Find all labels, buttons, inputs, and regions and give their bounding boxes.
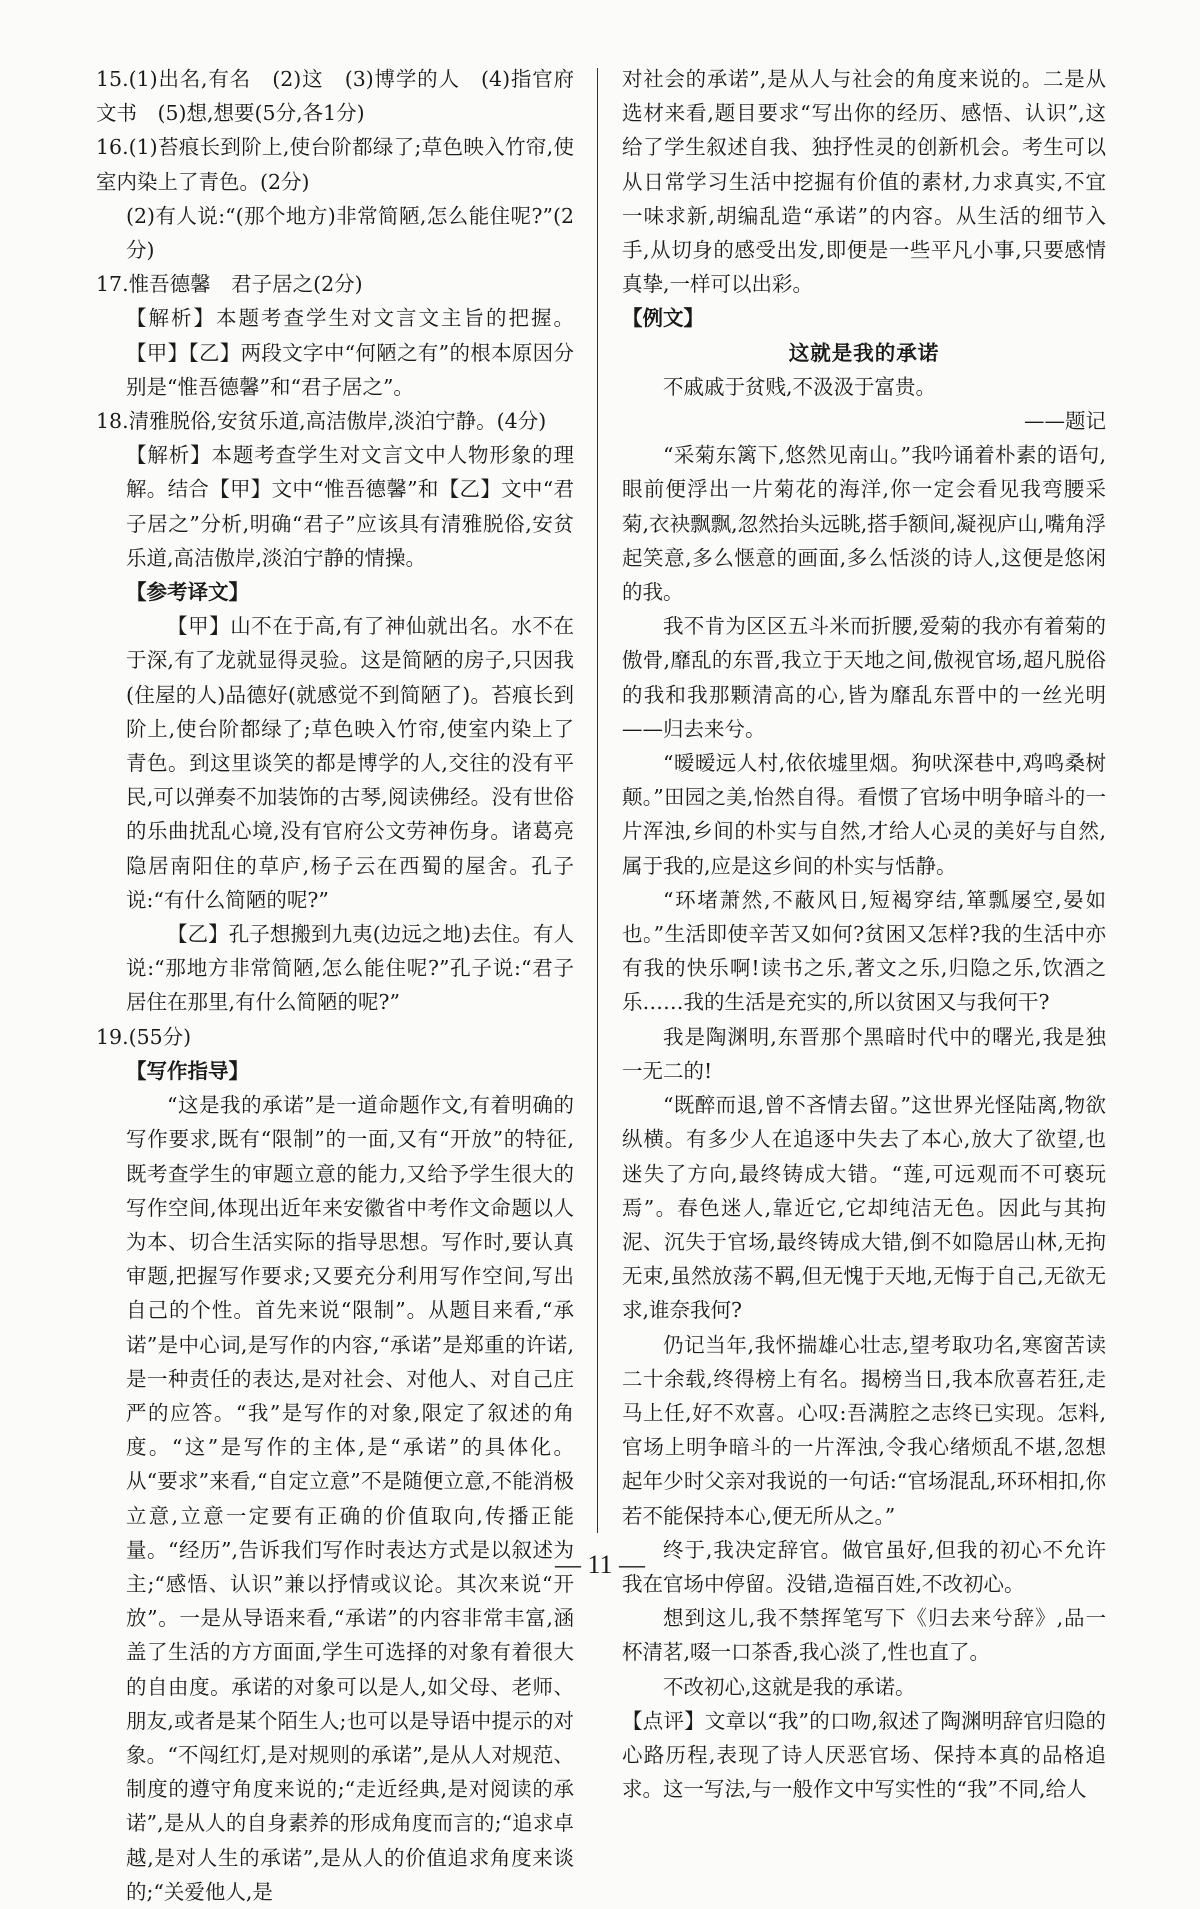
essay-paragraph: 终于,我决定辞官。做官虽好,但我的初心不允许我在官场中停留。没错,造福百姓,不改初心。 — [622, 1537, 1106, 1596]
translation-jia: 【甲】山不在于高,有了神仙就出名。水不在于深,有了龙就显得灵验。这是简陋的房子,只因我(住屋的人)品德好(就感觉不到简陋了)。苔痕长到阶上,使台阶都绿了;草色映入竹帘,使室内染上了青色。到这里谈笑的都是博学的人,交往的没有平民,可以弹奏不加装饰的古琴,阅读佛经。没有世俗的乐曲扰乱心境,没有官府公文劳神伤身。诸葛亮隐居南阳住的草庐,杨子云在西蜀的屋舍。孔子说:“有什么简陋的呢?” — [126, 614, 574, 912]
left-column — [96, 62, 574, 1909]
answer-16-part2: (2)有人说:“(那个地方)非常简陋,怎么能住呢?”(2分) — [126, 203, 574, 263]
answer-16-part1: 16.(1)苔痕长到阶上,使台阶都绿了;草色映入竹帘,使室内染上了青色。(2分) — [96, 135, 574, 194]
translation-yi: 【乙】孔子想搬到九夷(边远之地)去住。有人说:“那地方非常简陋,怎么能住呢?”孔子说:“君子居住在那里,有什么简陋的呢?” — [126, 922, 574, 1015]
essay-paragraph: “暧暧远人村,依依墟里烟。狗吠深巷中,鸡鸣桑树颠。”田园之美,怡然自得。看惯了官场中明争暗斗的一片浑浊,乡间的朴实与自然,才给人心灵的美好与自然,属于我的,应是这乡间的朴实与恬静。 — [622, 751, 1106, 878]
answer-17: 17.惟吾德馨 君子居之(2分) — [96, 272, 363, 297]
answer-15: 15.(1)出名,有名 (2)这 (3)博学的人 (4)指官府文书 (5)想,想要(5分,各1分) — [96, 67, 574, 126]
writing-guide-text: “这是我的承诺”是一道命题作文,有着明确的写作要求,既有“限制”的一面,又有“开放”的特征,既考查学生的审题立意的能力,又给予学生很大的写作空间,体现出近年来安徽省中考作文命题以人为本、切合生活实际的指导思想。写作时,要认真审题,把握写作要求;又要充分利用写作空间,写出自己的个性。首先来说“限制”。从题目来看,“承诺”是中心词,是写作的内容,“承诺”是郑重的许诺,是一种责任的表达,是对社会、对他人、对自己庄严的应答。“我”是写作的对象,限定了叙述的角度。“这”是写作的主体,是“承诺”的具体化。从“要求”来看,“自定立意”不是随便立意,不能消极立意,立意一定要有正确的价值取向,传播正能量。“经历”,告诉我们写作时表达方式是以叙述为主;“感悟、认识”兼以抒情或议论。其次来说“开放”。一是从导语来看,“承诺”的内容非常丰富,涵盖了生活的方方面面,学生可选择的对象有着很大的自由度。承诺的对象可以是人,如父母、老师、朋友,或者是某个陌生人;也可以是导语中提示的对象。“不闯红灯,是对规则的承诺”,是从人对规范、制度的遵守角度来说的;“走近经典,是对阅读的承诺”,是从人的自身素养的形成角度而言的;“追求卓越,是对人生的承诺”,是从人的价值追求角度来谈的;“关爱他人,是 — [126, 1093, 574, 1904]
essay-paragraph: “环堵萧然,不蔽风日,短褐穿结,箪瓢屡空,晏如也。”生活即使辛苦又如何?贫困又怎样?我的生活中亦有我的快乐啊!读书之乐,著文之乐,归隐之乐,饮酒之乐……我的生活是充实的,所以贫困又与我何干? — [622, 887, 1106, 1015]
answer-18: 18.清雅脱俗,安贫乐道,高洁傲岸,淡泊宁静。(4分) — [96, 409, 547, 434]
essay-paragraph: 想到这儿,我不禁挥笔写下《归去来兮辞》,品一杯清茗,啜一口茶香,我心淡了,性也直了。 — [622, 1606, 1106, 1665]
essay-paragraph: 仍记当年,我怀揣雄心壮志,望考取功名,寒窗苦读二十余载,终得榜上有名。揭榜当日,我本欣喜若狂,走马上任,好不欢喜。心叹:吾满腔之志终已实现。怎料,官场上明争暗斗的一片浑浊,令我心绪烦乱不堪,忽想起年少时父亲对我说的一句话:“官场混乱,环环相扣,你若不能保持本心,便无所从之。” — [622, 1332, 1106, 1528]
essay-paragraph: 我不肯为区区五斗米而折腰,爱菊的我亦有着菊的傲骨,靡乱的东晋,我立于天地之间,傲视官场,超凡脱俗的我和我那颗清高的心,皆为靡乱东晋中的一丝光明——归去来兮。 — [622, 614, 1106, 741]
answer-18-analysis: 【解析】本题考查学生对文言文中人物形象的理解。结合【甲】文中“惟吾德馨”和【乙】文中“君子居之”分析,明确“君子”应该具有清雅脱俗,安贫乐道,高洁傲岸,淡泊宁静的情操。 — [126, 443, 574, 570]
writing-guide-continued: 对社会的承诺”,是从人与社会的角度来说的。二是从选材来看,题目要求“写出你的经历、感悟、认识”,这给了学生叙述自我、独抒性灵的创新机会。考生可以从日常学习生活中挖掘有价值的素材,力求真实,不宜一味求新,胡编乱造“承诺”的内容。从生活的细节入手,从切身的感受出发,即便是一些平凡小事,只要感情真挚,一样可以出彩。 — [622, 67, 1106, 297]
page-number: — 11 — — [554, 1550, 646, 1579]
essay-comment: 【点评】文章以“我”的口吻,叙述了陶渊明辞官归隐的心路历程,表现了诗人厌恶官场、保持本真的品格追求。这一写法,与一般作文中写实性的“我”不同,给人 — [622, 1708, 1106, 1802]
essay-paragraph: 不改初心,这就是我的承诺。 — [663, 1674, 916, 1699]
writing-guide-heading: 【写作指导】 — [126, 1058, 249, 1083]
essay-paragraph: 我是陶渊明,东晋那个黑暗时代中的曙光,我是独一无二的! — [622, 1024, 1106, 1083]
essay-paragraph: “采菊东篱下,悠然见南山。”我吟诵着朴素的语句,眼前便浮出一片菊花的海洋,你一定会看见我弯腰采菊,衣袂飘飘,忽然抬头远眺,搭手额间,凝视庐山,嘴角浮起笑意,多么惬意的画面,多么恬淡的诗人,这便是悠闲的我。 — [622, 443, 1106, 605]
column-divider — [597, 68, 598, 1533]
essay-paragraph: “既醉而退,曾不吝情去留。”这世界光怪陆离,物欲纵横。有多少人在追逐中失去了本心,放大了欲望,也迷失了方向,最终铸成大错。“莲,可远观而不可亵玩焉”。春色迷人,靠近它,它却纯洁无色。因此与其拘泥、沉失于官场,最终铸成大错,倒不如隐居山林,无拘无束,虽然放荡不羁,但无愧于天地,无悔于自己,无欲无求,谁奈我何? — [622, 1093, 1106, 1323]
essay-title: 这就是我的承诺 — [788, 340, 940, 365]
epigraph-signature: ——题记 — [1024, 409, 1106, 434]
example-heading: 【例文】 — [622, 306, 704, 331]
answer-17-analysis: 【解析】本题考查学生对文言文主旨的把握。【甲】【乙】两段文字中“何陋之有”的根本原因分别是“惟吾德馨”和“君子居之”。 — [126, 306, 574, 399]
translation-heading: 【参考译文】 — [126, 580, 249, 605]
answer-19: 19.(55分) — [96, 1024, 192, 1049]
essay-epigraph: 不戚戚于贫贱,不汲汲于富贵。 — [663, 374, 937, 399]
right-column — [622, 62, 1106, 1806]
